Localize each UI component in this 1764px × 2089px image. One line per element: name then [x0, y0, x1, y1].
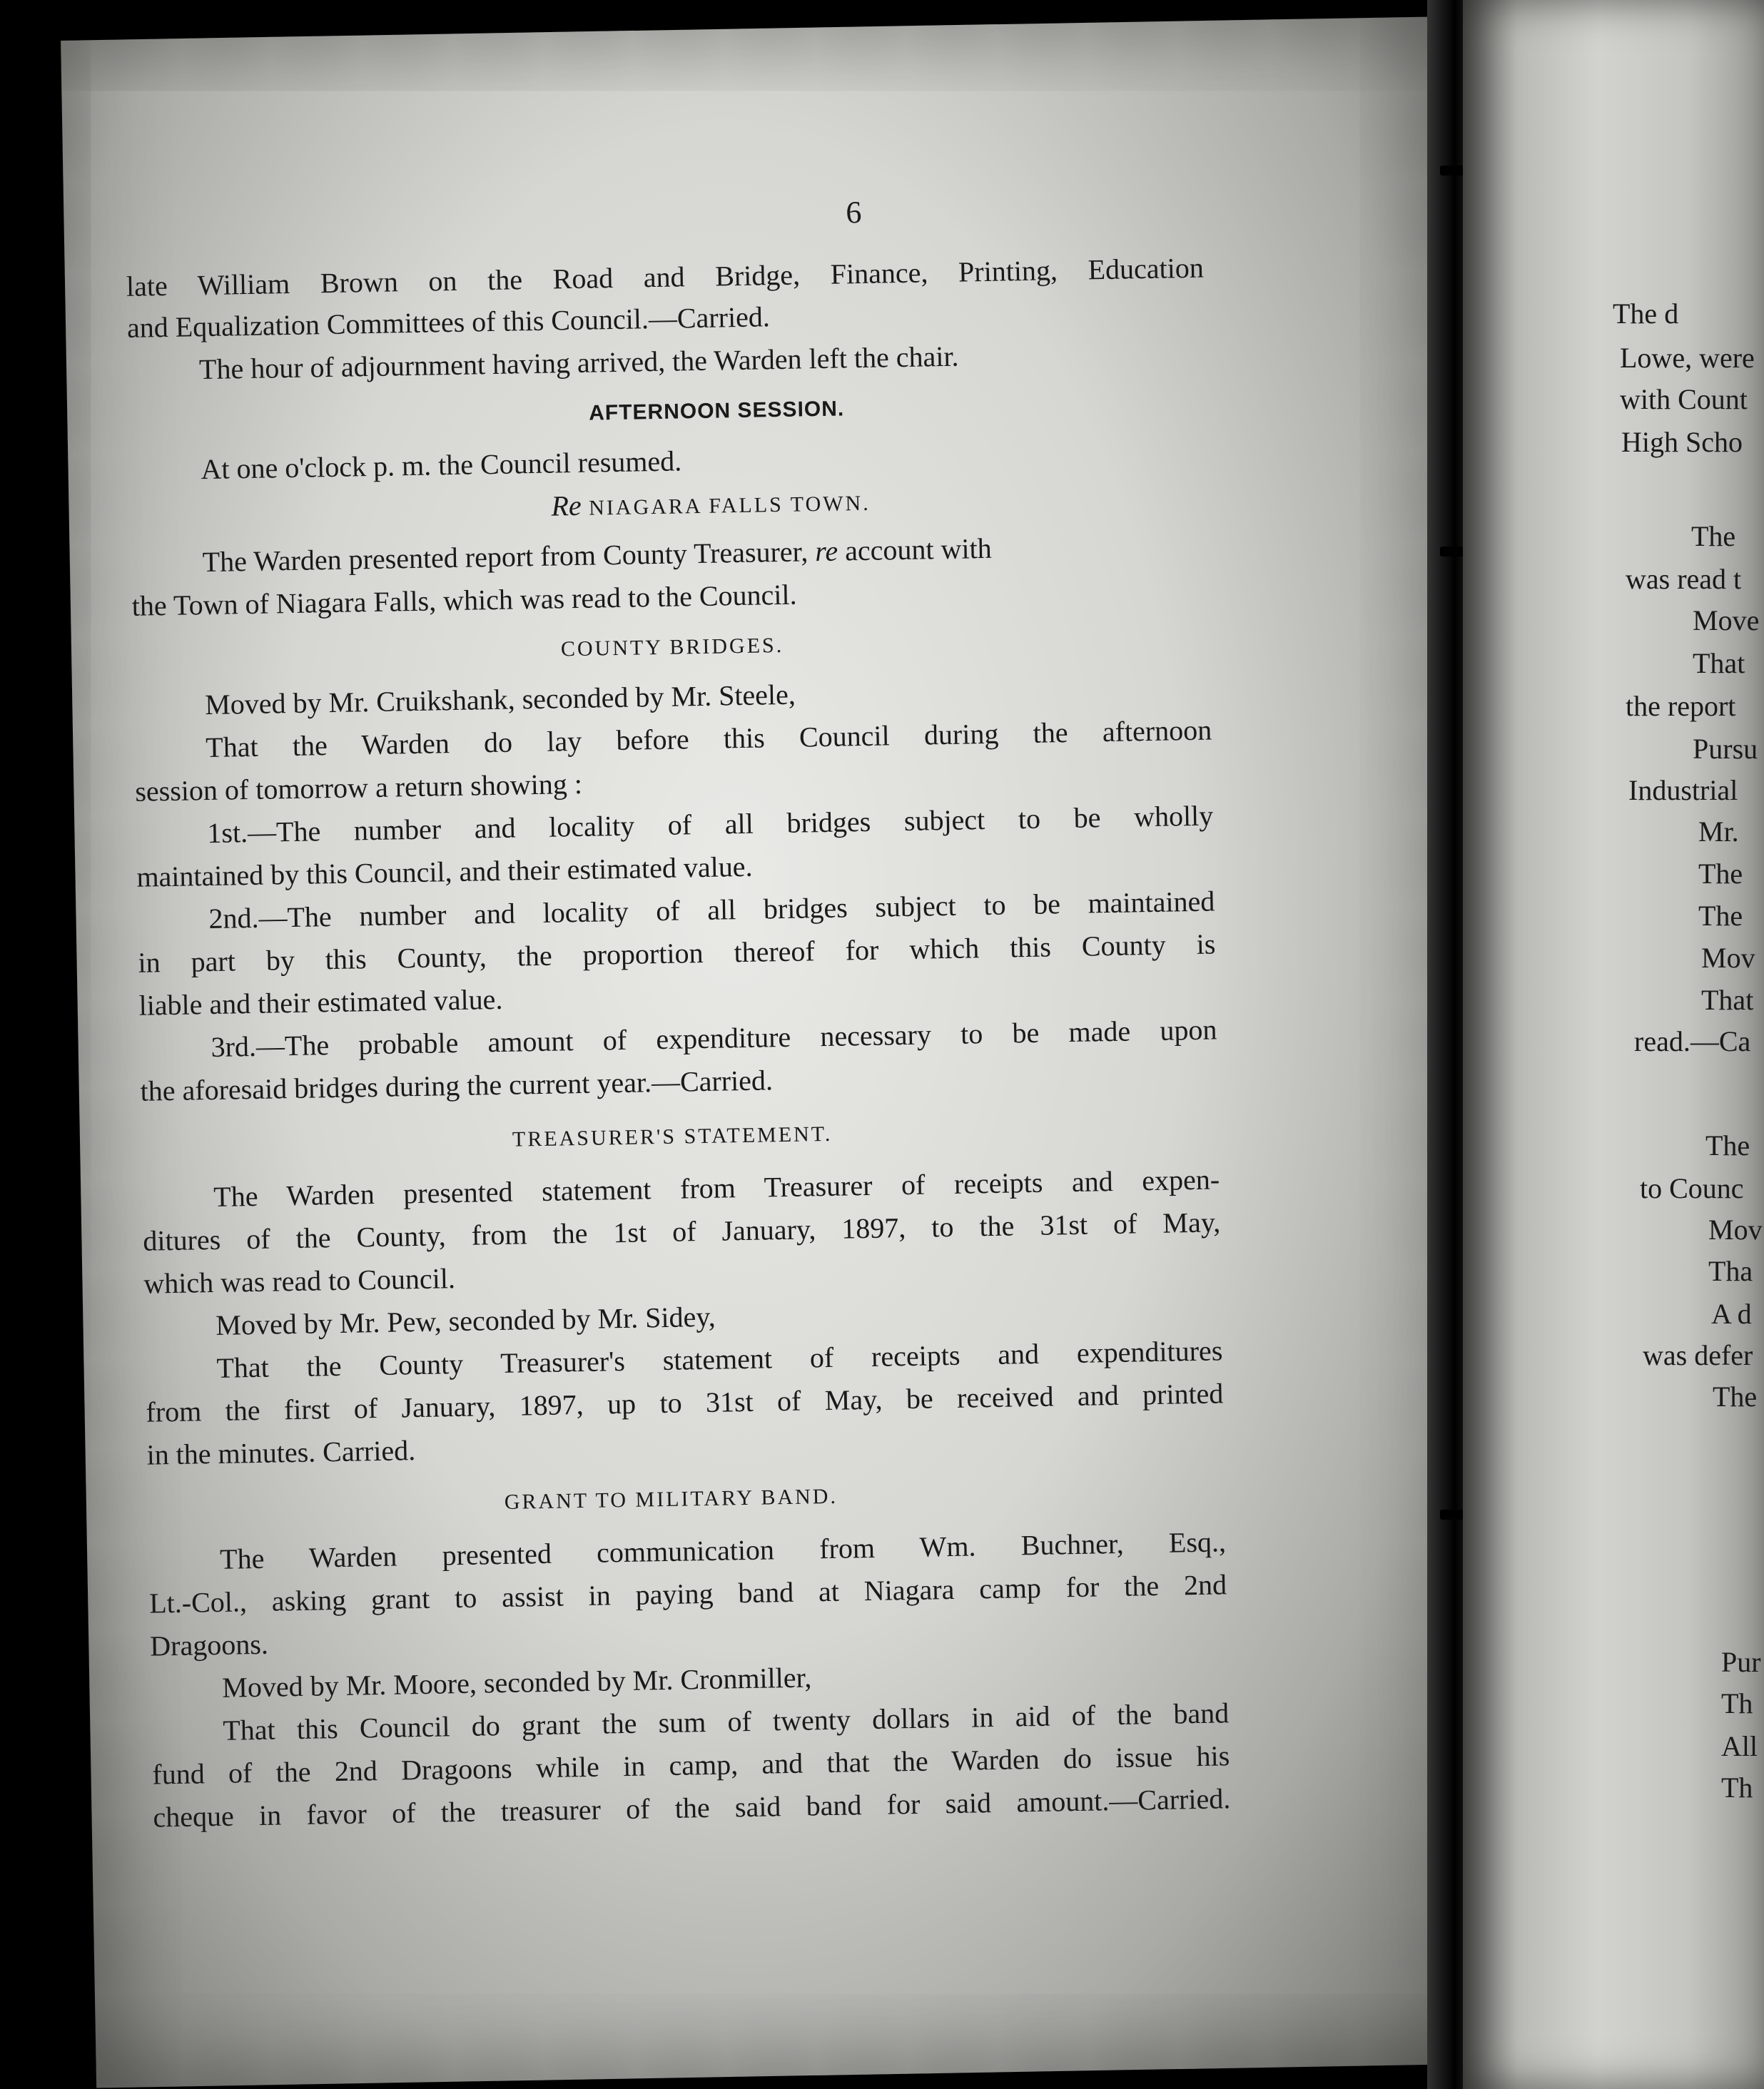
text-line: Mov: [1708, 1214, 1763, 1246]
text-line: was read t: [1626, 563, 1742, 595]
text-line: The Warden presented communication from Wm. Buchner, Esq.,: [219, 1525, 1227, 1575]
text-line: The: [1698, 858, 1743, 890]
text-line: the report: [1626, 690, 1736, 722]
text-line: The hour of adjournment having arrived, the Warden left the chair.: [198, 340, 959, 386]
text-line: 1st.—The number and locality of all bridges subject to be wholly: [207, 799, 1214, 850]
heading-text: NIAGARA FALLS TOWN.: [588, 491, 871, 520]
re-prefix: Re: [551, 489, 582, 522]
text-line: Pur: [1721, 1646, 1761, 1678]
text-line: Mr.: [1698, 815, 1739, 848]
text-line: That the County Treasurer's statement of receipts and expenditures: [216, 1334, 1223, 1384]
text-line: late William Brown on the Road and Bridge, Finance, Printing, Education: [126, 251, 1205, 303]
text-line: That: [1693, 647, 1745, 679]
text-line: High Scho: [1621, 426, 1743, 458]
text-line: ditures of the County, from the 1st of January, 1897, to the 31st of May,: [142, 1206, 1221, 1257]
text-line: A d: [1711, 1298, 1752, 1330]
text-fragment: account with: [837, 532, 992, 567]
text-line: Move: [1693, 604, 1760, 636]
text-line: Moved by Mr. Moore, seconded by Mr. Cronmiller,: [221, 1661, 812, 1704]
text-line: The d: [1613, 298, 1679, 330]
text-line: That this Council do grant the sum of twenty dollars in aid of the band: [222, 1697, 1230, 1747]
text-line: 3rd.—The probable amount of expenditure necessary to be made upon: [211, 1013, 1217, 1064]
text-line: Moved by Mr. Cruikshank, seconded by Mr. Steele,: [204, 678, 796, 721]
text-line: The: [1691, 520, 1736, 552]
text-line: The: [1698, 900, 1743, 932]
text-line: cheque in favor of the treasurer of the said band for said amount.—Carried.: [153, 1782, 1231, 1834]
text-line: Tha: [1708, 1255, 1753, 1287]
text-line: Lt.-Col., asking grant to assist in paying band at Niagara camp for the 2nd: [148, 1568, 1227, 1620]
text-line: 2nd.—The number and locality of all bridges subject to be maintained: [208, 885, 1215, 935]
text-line: fund of the 2nd Dragoons while in camp, and that the Warden do issue his: [152, 1739, 1230, 1791]
re-inline: re: [814, 534, 838, 568]
section-heading: [551, 487, 871, 521]
text-line: in part by this County, the proportion thereof for which this County is: [138, 927, 1216, 979]
text-line: session of tomorrow a return showing :: [134, 767, 583, 808]
text-line: All: [1721, 1730, 1758, 1762]
text-line: Industrial: [1628, 774, 1738, 806]
text-line: The: [1705, 1129, 1750, 1162]
text-line: The: [1713, 1381, 1758, 1413]
section-heading: TREASURER'S STATEMENT.: [512, 1122, 833, 1152]
text-line: Th: [1721, 1687, 1753, 1719]
text-line: Mov: [1701, 942, 1755, 974]
text-line: Dragoons.: [149, 1627, 269, 1662]
text-line: the aforesaid bridges during the current year.—Carried.: [140, 1064, 774, 1107]
section-heading: COUNTY BRIDGES.: [560, 633, 784, 661]
text-line: was defer: [1643, 1339, 1753, 1371]
section-heading: GRANT TO MILITARY BAND.: [504, 1484, 838, 1514]
text-line: Pursu: [1693, 733, 1758, 765]
page-number: 6: [845, 194, 862, 230]
text-line: That the Warden do lay before this Council during the afternoon: [205, 713, 1212, 764]
text-line: Th: [1721, 1772, 1753, 1804]
text-line: in the minutes. Carried.: [146, 1434, 416, 1471]
text-line: and Equalization Committees of this Council.—Carried.: [126, 300, 771, 344]
text-line: maintained by this Council, and their estimated value.: [136, 850, 753, 893]
text-fragment: The Warden presented report from County Treasurer,: [202, 535, 816, 579]
text-line: At one o'clock p. m. the Council resumed.: [201, 444, 682, 486]
text-line: read.—Ca: [1634, 1025, 1751, 1057]
text-line: Moved by Mr. Pew, seconded by Mr. Sidey,: [216, 1300, 716, 1341]
text-line: from the first of January, 1897, up to 31st of May, be received and printed: [146, 1377, 1224, 1428]
text-line: the Town of Niagara Falls, which was read to the Council.: [131, 578, 797, 622]
right-page-fragment: [1463, 0, 1764, 2089]
text-line: which was read to Council.: [143, 1262, 456, 1300]
text-line: The Warden presented statement from Treasurer of receipts and expen-: [213, 1163, 1220, 1213]
text-line: Lowe, were: [1620, 342, 1755, 374]
text-line: to Counc: [1640, 1172, 1744, 1204]
section-heading: AFTERNOON SESSION.: [588, 397, 845, 425]
text-line: with Count: [1620, 383, 1748, 415]
text-line: liable and their estimated value.: [138, 982, 503, 1022]
text-line: That: [1701, 984, 1754, 1016]
